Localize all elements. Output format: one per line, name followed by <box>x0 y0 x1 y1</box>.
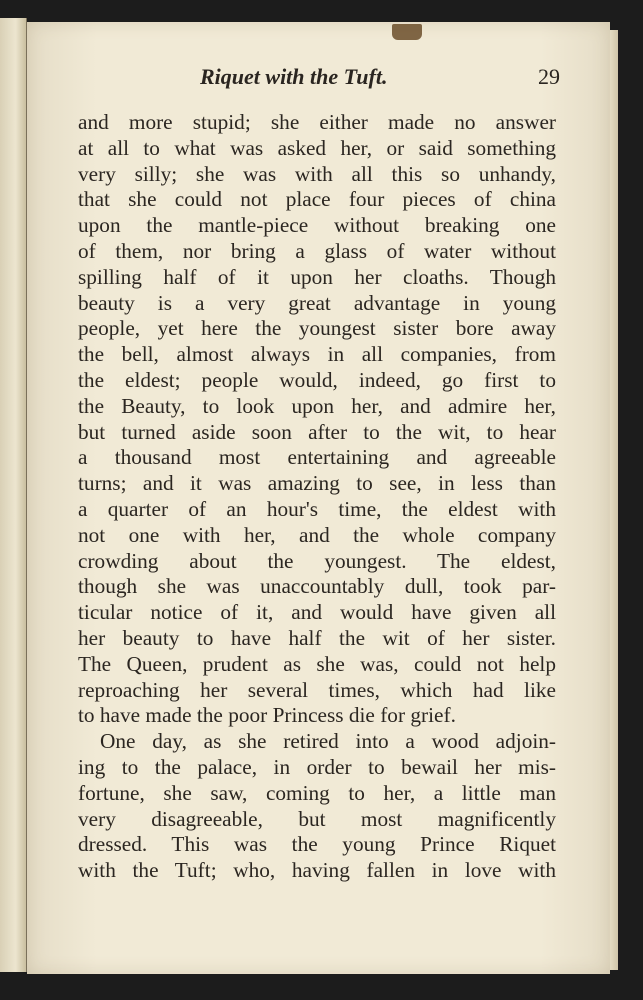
text-line: the eldest; people would, indeed, go first to <box>78 367 556 392</box>
text-line: the Beauty, to look upon her, and admire her, <box>78 393 556 418</box>
text-line: One day, as she retired into a wood adjoin- <box>100 729 556 754</box>
text-line: reproaching her several times, which had like <box>78 677 556 702</box>
text-line: but turned aside soon after to the wit, to hear <box>78 419 556 444</box>
text-line: a quarter of an hour's time, the eldest with <box>78 496 556 521</box>
text-line: at all to what was asked her, or said something <box>78 135 556 160</box>
text-line: very disagreeable, but most magnificently <box>78 806 556 831</box>
text-line: turns; and it was amazing to see, in less than <box>78 471 556 496</box>
text-line: dressed. This was the young Prince Riquet <box>78 832 556 857</box>
body-text <box>78 110 556 884</box>
page-number: 29 <box>538 64 560 89</box>
text-line: people, yet here the youngest sister bore away <box>78 316 556 341</box>
binding-tab <box>392 24 422 40</box>
page-header <box>200 64 560 98</box>
text-line: spilling half of it upon her cloaths. Though <box>78 264 556 289</box>
text-line: crowding about the youngest. The eldest, <box>78 548 556 573</box>
text-line: not one with her, and the whole company <box>78 522 556 547</box>
text-line: the bell, almost always in all companies, from <box>78 342 556 367</box>
text-line: a thousand most entertaining and agreeable <box>78 445 556 470</box>
page-block-edge <box>610 30 618 970</box>
text-line: her beauty to have half the wit of her sister. <box>78 625 556 650</box>
text-line: very silly; she was with all this so unhandy, <box>78 161 556 186</box>
text-line: to have made the poor Princess die for grief. <box>78 703 456 728</box>
facing-page-edge <box>0 18 27 972</box>
text-line: upon the mantle-piece without breaking one <box>78 213 556 238</box>
text-line: though she was unaccountably dull, took par- <box>78 574 556 599</box>
text-line: with the Tuft; who, having fallen in love with <box>78 858 556 883</box>
text-line: fortune, she saw, coming to her, a little man <box>78 780 556 805</box>
text-line: and more stupid; she either made no answer <box>78 110 556 134</box>
text-line: The Queen, prudent as she was, could not help <box>78 651 556 676</box>
text-line: beauty is a very great advantage in young <box>78 290 556 315</box>
running-title: Riquet with the Tuft. <box>200 64 388 89</box>
text-line: of them, nor bring a glass of water without <box>78 238 556 263</box>
text-line: ing to the palace, in order to bewail her mis- <box>78 754 556 779</box>
text-line: that she could not place four pieces of china <box>78 187 556 212</box>
text-line: ticular notice of it, and would have given all <box>78 600 556 625</box>
